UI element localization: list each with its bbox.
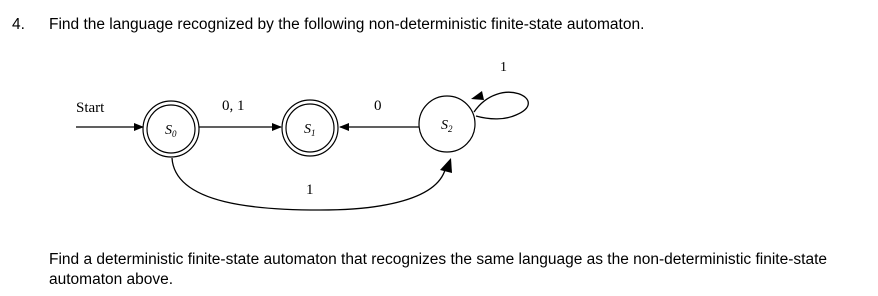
state-s0-name: S <box>165 123 172 138</box>
transition-s0-s1-label: 0, 1 <box>222 98 245 114</box>
svg-text:S0 <box>165 123 177 139</box>
svg-text:S1 <box>304 122 316 138</box>
question-number: 4. <box>12 16 25 33</box>
state-s2 <box>419 96 475 152</box>
self-loop-arrowhead <box>471 91 484 100</box>
state-s0-subscript: 0 <box>172 129 177 139</box>
transition-s2-s1-label: 0 <box>374 98 382 114</box>
question-text: Find the language recognized by the following non-deterministic finite-state automaton. <box>49 16 645 33</box>
state-s1-subscript: 1 <box>311 128 316 138</box>
follow-up-question: Find a deterministic finite-state automaton that recognizes the same language as the non-deterministic finite-state automaton above. <box>49 251 827 288</box>
transition-s0-s2-label: 1 <box>306 182 314 198</box>
curve-arrowhead <box>440 158 452 173</box>
start-label: Start <box>76 100 105 116</box>
state-s1 <box>282 100 338 156</box>
state-s1-name: S <box>304 122 311 137</box>
transition-s2-self-loop-label: 1 <box>500 60 507 75</box>
svg-text:S2 <box>441 118 453 134</box>
state-s2-subscript: 2 <box>448 124 453 134</box>
state-s0 <box>143 101 199 157</box>
state-s2-name: S <box>441 118 448 133</box>
